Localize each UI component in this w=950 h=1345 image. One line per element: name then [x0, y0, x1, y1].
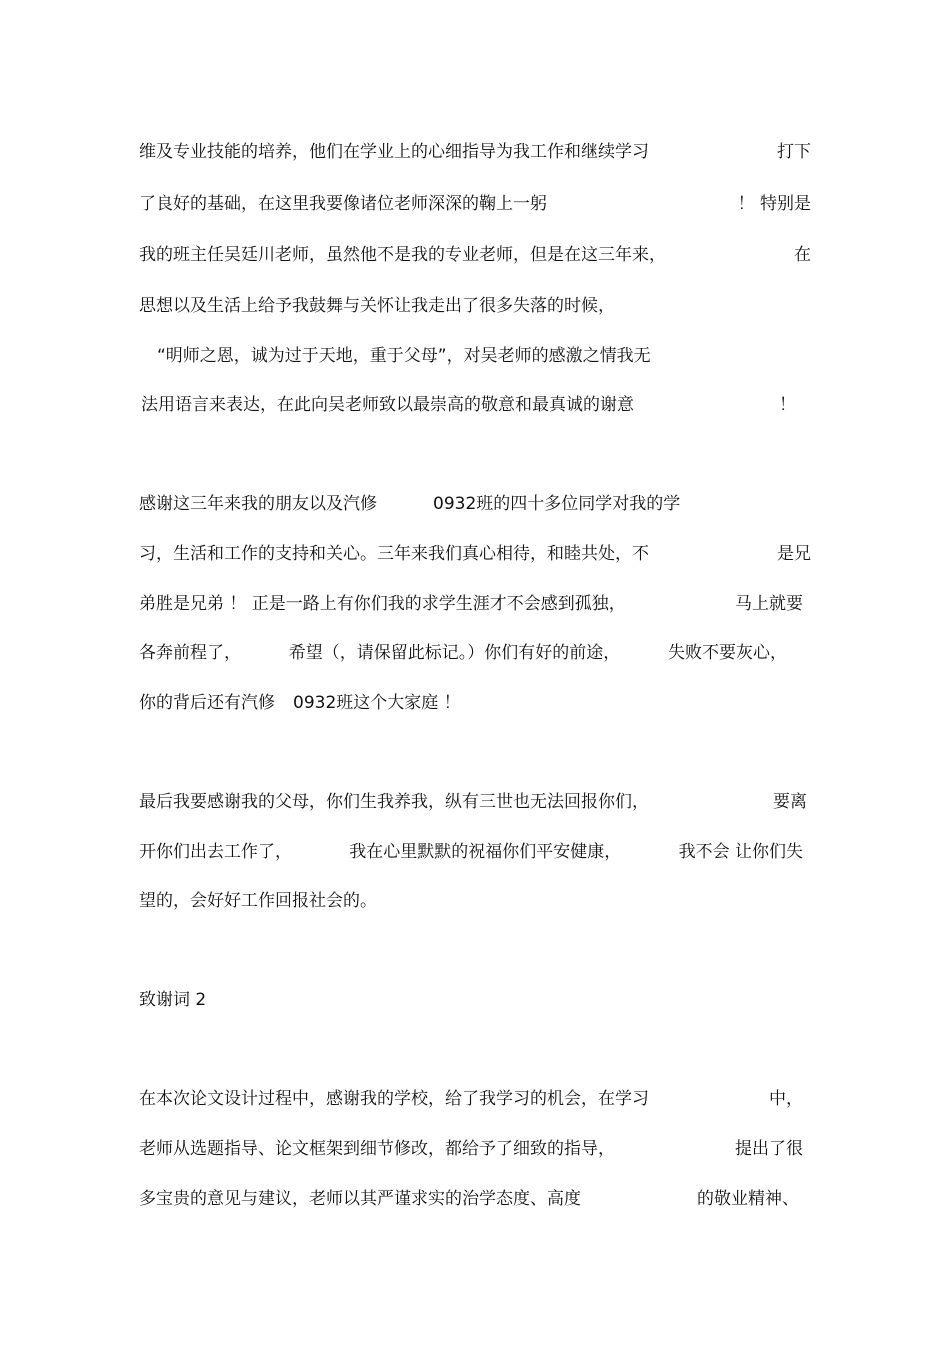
text-segment: 提出了很 — [735, 1139, 803, 1159]
text-line — [139, 787, 807, 817]
text-segment: 感谢这三年来我的朋友以及汽修 — [139, 494, 377, 514]
text-line — [139, 189, 811, 219]
text-line — [139, 1184, 799, 1214]
text-segment: 在 — [794, 245, 811, 265]
text-segment: “明师之恩，诚为过于天地，重于父母”，对吴老师的感激之情我无 — [157, 346, 651, 366]
text-segment: 0932班这个大家庭 ！ — [293, 693, 461, 713]
text-line — [139, 489, 811, 519]
text-line — [139, 837, 803, 867]
text-segment: 最后我要感谢我的父母，你们生我养我，纵有三世也无法回报你们， — [139, 792, 649, 812]
text-segment: 了良好的基础，在这里我要像诸位老师深深的鞠上一躬 — [139, 194, 547, 214]
text-segment: 弟胜是兄弟 ！ 正是一路上有你们我的求学生涯才不会感到孤独， — [139, 594, 626, 614]
text-segment: 要离 — [773, 792, 807, 812]
text-line — [139, 589, 803, 619]
text-segment: ！ 特别是 — [737, 194, 811, 214]
text-line — [139, 886, 811, 916]
text-segment: 希望（，请保留此标记。）你们有好的前途， — [288, 643, 621, 663]
text-segment: 法用语言来表达，在此向吴老师致以最崇高的敬意和最真诚的谢意 — [141, 395, 634, 415]
text-segment: 打下 — [777, 142, 811, 162]
text-segment: ！ — [779, 395, 796, 415]
text-segment: 的敬业精神、 — [697, 1189, 799, 1209]
text-segment: 我的班主任吴廷川老师，虽然他不是我的专业老师，但是在这三年来， — [139, 245, 666, 265]
text-line — [157, 341, 829, 371]
text-segment: 失败不要灰心， — [668, 643, 787, 663]
text-segment: 我不会 让你们失 — [678, 842, 803, 862]
text-line — [139, 240, 811, 270]
text-line — [139, 291, 811, 321]
text-line — [139, 137, 811, 167]
text-segment: 各奔前程了， — [139, 643, 241, 663]
text-line — [139, 1134, 803, 1164]
section-heading — [139, 985, 811, 1015]
text-segment: 老师从选题指导、论文框架到细节修改，都给予了细致的指导， — [139, 1139, 615, 1159]
text-segment: 思想以及生活上给予我鼓舞与关怀让我走出了很多失落的时候， — [139, 296, 615, 316]
text-segment: 维及专业技能的培养，他们在学业上的心细指导为我工作和继续学习 — [139, 142, 649, 162]
text-line — [139, 688, 811, 718]
text-segment: 开你们出去工作了， — [139, 842, 292, 862]
text-segment: 你的背后还有汽修 — [139, 693, 275, 713]
text-segment: 中， — [769, 1089, 803, 1109]
heading-text: 致谢词 2 — [139, 990, 207, 1010]
text-segment: 我在心里默默的祝福你们平安健康， — [349, 842, 622, 862]
text-line — [141, 390, 796, 420]
text-segment: 马上就要 — [735, 594, 803, 614]
text-segment: 0932班的四十多位同学对我的学 — [433, 494, 681, 514]
text-segment: 是兄 — [777, 544, 811, 564]
text-segment: 望的，会好好工作回报社会的。 — [139, 891, 377, 911]
text-line — [139, 539, 811, 569]
text-line — [139, 638, 787, 668]
text-line — [139, 1084, 803, 1114]
text-segment: 在本次论文设计过程中，感谢我的学校，给了我学习的机会，在学习 — [139, 1089, 649, 1109]
text-segment: 多宝贵的意见与建议，老师以其严谨求实的治学态度、高度 — [139, 1189, 581, 1209]
text-segment: 习，生活和工作的支持和关心。三年来我们真心相待，和睦共处，不 — [139, 544, 649, 564]
